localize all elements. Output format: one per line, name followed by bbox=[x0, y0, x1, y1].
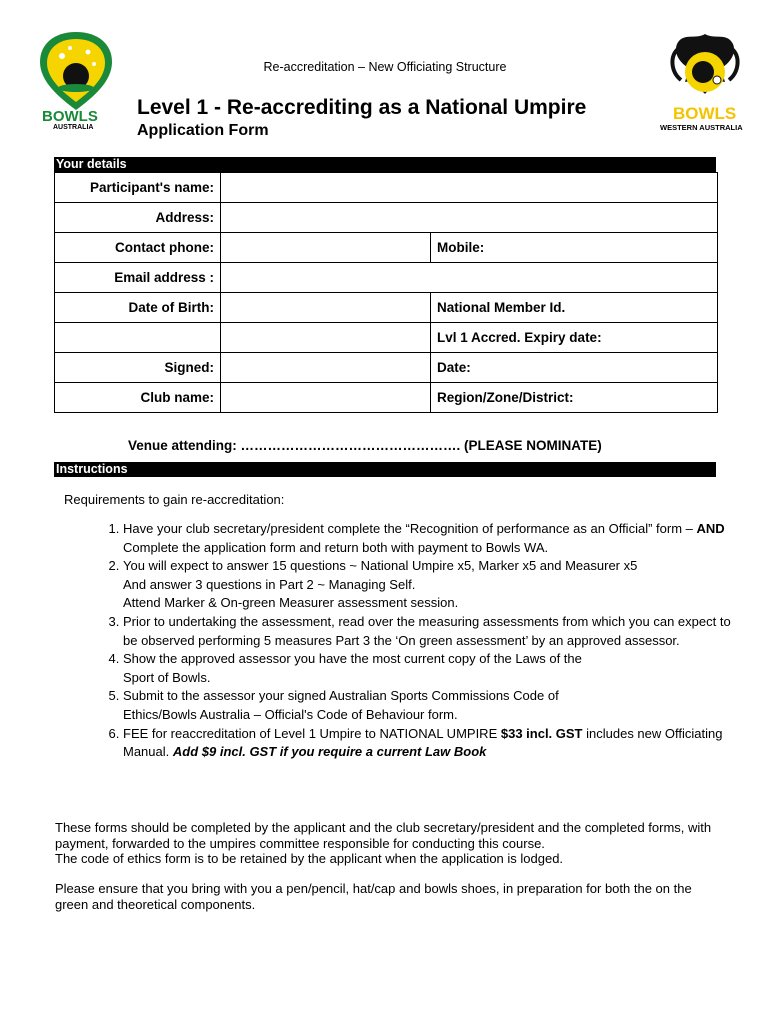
signed-label: Signed: bbox=[55, 353, 221, 383]
region-field[interactable]: Region/Zone/District: bbox=[431, 383, 718, 413]
dob-label: Date of Birth: bbox=[55, 293, 221, 323]
list-item: 4. Show the approved assessor you have the most current copy of the Laws of the Sport of Bowls. bbox=[123, 650, 743, 687]
paragraph-forms: These forms should be completed by the applicant and the club secretary/president and the completed forms, with payment, forwarded to the umpires committee responsible for conducting this course. bbox=[55, 820, 712, 851]
participant-name-label: Participant's name: bbox=[55, 173, 221, 203]
expiry-date-field[interactable]: Lvl 1 Accred. Expiry date: bbox=[431, 323, 718, 353]
mobile-field[interactable]: Mobile: bbox=[431, 233, 718, 263]
club-name-field[interactable] bbox=[221, 383, 431, 413]
bowls-wa-logo bbox=[655, 28, 755, 138]
club-name-label: Club name: bbox=[55, 383, 221, 413]
right-logo-name: BOWLS bbox=[673, 104, 737, 123]
participant-name-field[interactable] bbox=[221, 173, 718, 203]
email-field[interactable] bbox=[221, 263, 718, 293]
list-item: 6. FEE for reaccreditation of Level 1 Umpire to NATIONAL UMPIRE $33 incl. GST includes new Officiating Manual. Add $9 incl. GST if you require a current Law Book bbox=[123, 725, 743, 762]
dob-field[interactable] bbox=[221, 293, 431, 323]
section-bar-details: Your details bbox=[54, 157, 716, 172]
list-item: 1. Have your club secretary/president complete the “Recognition of performance as an Official” form – AND Complete the application form and return both with payment to Bowls WA. bbox=[123, 520, 743, 557]
address-field[interactable] bbox=[221, 203, 718, 233]
blank-field-cell[interactable] bbox=[221, 323, 431, 353]
bowls-australia-logo bbox=[36, 30, 116, 135]
paragraph-code-of-ethics: The code of ethics form is to be retained by the applicant when the application is lodged. bbox=[55, 851, 564, 866]
requirements-list bbox=[98, 520, 743, 762]
signed-field[interactable] bbox=[221, 353, 431, 383]
left-logo-sub: AUSTRALIA bbox=[53, 124, 94, 131]
page-title: Level 1 - Re-accrediting as a National Umpire bbox=[137, 96, 587, 119]
blank-label-cell bbox=[55, 323, 221, 353]
paragraph-equipment: Please ensure that you bring with you a pen/pencil, hat/cap and bowls shoes, in preparation for both the on the green and theoretical components. bbox=[55, 881, 692, 912]
left-logo-name: BOWLS bbox=[42, 108, 98, 125]
list-item: 2. You will expect to answer 15 questions ~ National Umpire x5, Marker x5 and Measurer x5 And answer 3 questions in Part 2 ~ Managing Self. Attend Marker & On-green Measurer assessment session. bbox=[123, 557, 743, 613]
member-id-field[interactable]: National Member Id. bbox=[431, 293, 718, 323]
contact-phone-label: Contact phone: bbox=[55, 233, 221, 263]
email-label: Email address : bbox=[55, 263, 221, 293]
section-bar-instructions: Instructions bbox=[54, 462, 716, 477]
list-item: 3. Prior to undertaking the assessment, read over the measuring assessments from which you can expect to be observed performing 5 measures Part 3 the ‘On green assessment’ by an approved assessor. bbox=[123, 613, 743, 650]
details-form-table bbox=[54, 172, 718, 413]
right-logo-sub: WESTERN AUSTRALIA bbox=[660, 123, 743, 132]
venue-attending: Venue attending: …………………………………………. (PLEASE NOMINATE) bbox=[128, 438, 602, 453]
requirements-title: Requirements to gain re-accreditation: bbox=[64, 492, 285, 507]
list-item: 5. Submit to the assessor your signed Australian Sports Commissions Code of Ethics/Bowls Australia – Official's Code of Behaviour form. bbox=[123, 687, 743, 724]
address-label: Address: bbox=[55, 203, 221, 233]
contact-phone-field[interactable] bbox=[221, 233, 431, 263]
date-field[interactable]: Date: bbox=[431, 353, 718, 383]
page-subtitle: Application Form bbox=[137, 122, 269, 139]
header-subtitle: Re-accreditation – New Officiating Structure bbox=[263, 60, 507, 74]
